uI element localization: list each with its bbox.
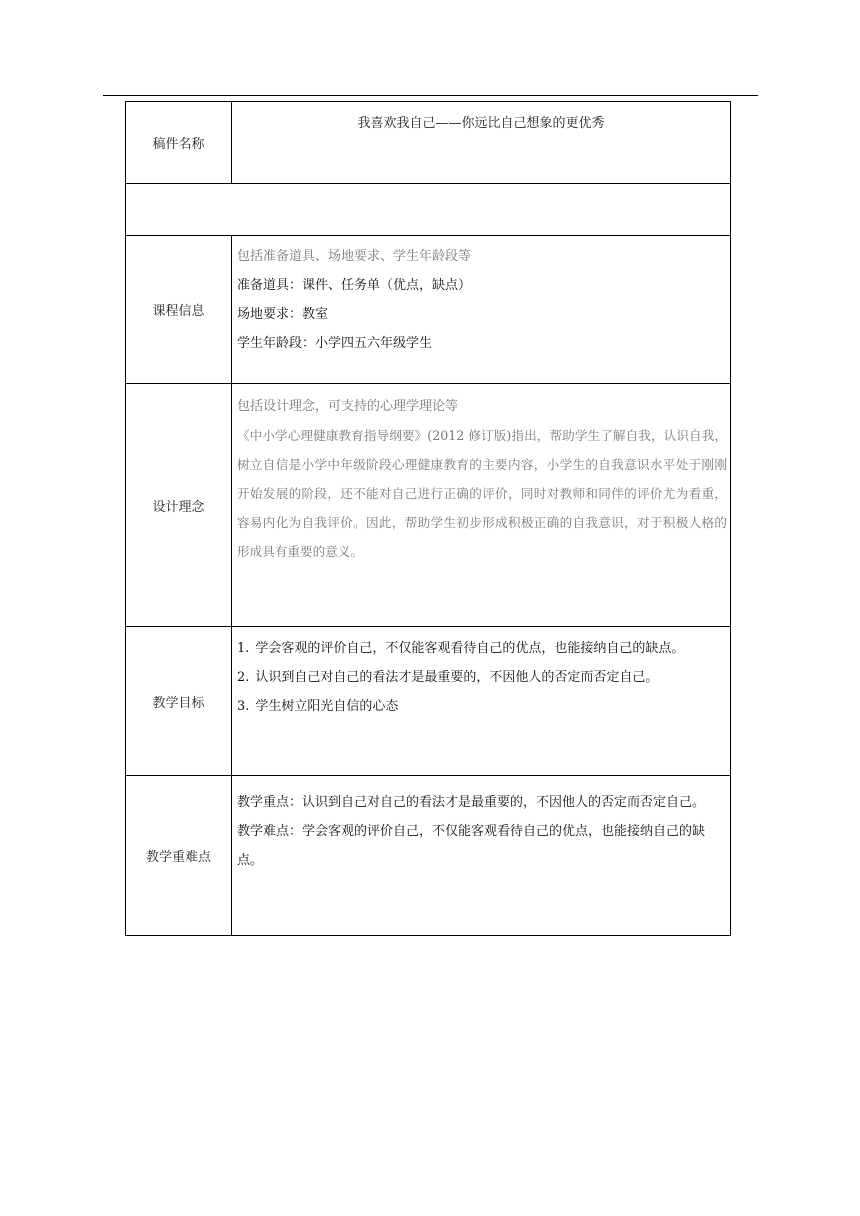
goal-number: 2. [237,670,250,685]
course-hint: 包括准备道具、场地要求、学生年龄段等 [237,249,472,264]
course-line: 场地要求：教室 [237,307,329,322]
course-line: 准备道具：课件、任务单（优点，缺点） [237,278,472,293]
label-title: 稿件名称 [126,102,232,184]
lesson-form-table [125,101,731,936]
course-line: 学生年龄段：小学四五六年级学生 [237,336,433,351]
label-design: 设计理念 [126,384,232,627]
header-rule [103,95,758,96]
title-value: 我喜欢我自己——你远比自己想象的更优秀 [357,116,605,131]
label-course: 课程信息 [126,236,232,384]
row-empty [126,184,731,236]
goal-item [237,663,727,692]
design-paragraph: 《中小学心理健康教育指导纲要》(2012 修订版)指出，帮助学生了解自我，认识自我，树立自信是小学中年级阶段心理健康教育的主要内容，小学生的自我意识水平处于刚刚开始发展的阶段，还不能对自己进行正确的评价，同时对教师和同伴的评价尤为看重，容易内化为自我评价。因此，帮助学生初步形成积极正确的自我意识，对于积极人格的形成具有重要的意义。 [237,428,727,559]
row-keypoints [126,776,731,936]
row-design [126,384,731,627]
goal-text: 学会客观的评价自己，不仅能客观看待自己的优点，也能接纳自己的缺点。 [255,641,685,656]
label-keypoints: 教学重难点 [126,776,232,936]
cell-design [232,384,731,627]
row-course [126,236,731,384]
goal-text: 学生树立阳光自信的心态 [255,699,399,714]
goal-number: 3. [237,699,250,714]
keypoint-line: 教学重点：认识到自己对自己的看法才是最重要的，不因他人的否定而否定自己。 [237,795,706,810]
cell-goals [232,627,731,776]
goal-item [237,634,727,663]
goal-text: 认识到自己对自己的看法才是最重要的，不因他人的否定而否定自己。 [255,670,659,685]
keypoint-line: 教学难点：学会客观的评价自己，不仅能客观看待自己的优点，也能接纳自己的缺点。 [237,824,706,868]
cell-title [232,102,731,184]
cell-keypoints [232,776,731,936]
goal-item [237,692,727,721]
row-goals [126,627,731,776]
row-title [126,102,731,184]
label-goals: 教学目标 [126,627,232,776]
design-hint: 包括设计理念，可支持的心理学理论等 [237,399,459,414]
goal-number: 1. [237,641,250,656]
empty-cell [126,184,731,236]
cell-course [232,236,731,384]
